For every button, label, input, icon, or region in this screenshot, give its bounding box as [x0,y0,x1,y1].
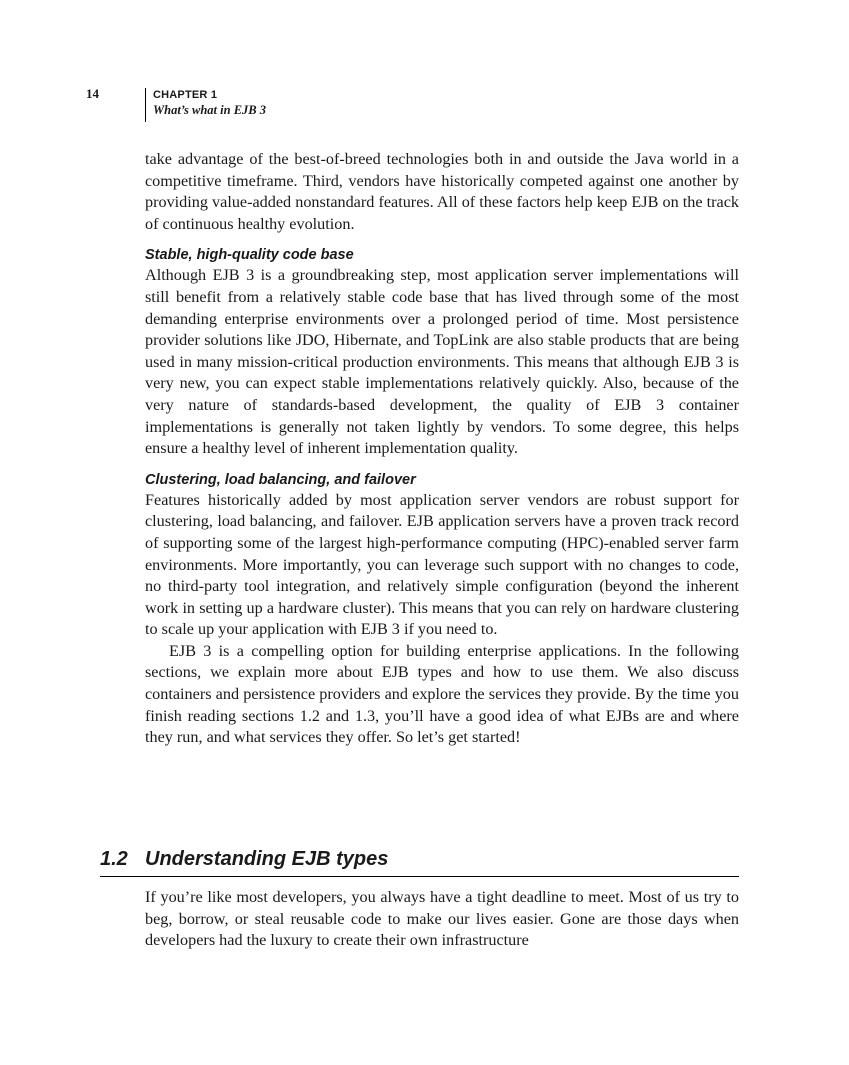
section-body [145,887,739,952]
subsection-heading-clustering: Clustering, load balancing, and failover [145,471,416,488]
section-title: Understanding EJB types [145,848,389,870]
section-paragraph: If you’re like most developers, you always have a tight deadline to meet. Most of us try to beg, borrow, or steal reusable code to make our lives easier. Gone are those days when developers had the luxury to create their own infrastructure [145,888,739,950]
paragraph-stable-code-base: Although EJB 3 is a groundbreaking step, most application server implementations will still benefit from a relatively stable code base that has lived through some of the most demanding enterprise environments over a prolonged period of time. Most persistence provider solutions like JDO, Hibernate, and TopLink are also stable products that are being used in many mission-critical production environments. This means that although EJB 3 is very new, you can expect stable implementations relatively quickly. Also, because of the very nature of standards-based development, the quality of EJB 3 container implementations is generally not taken lightly by vendors. To some degree, this helps ensure a healthy level of inherent implementation quality. [145,266,739,458]
chapter-label: CHAPTER 1 [153,89,218,101]
paragraph-clustering: Features historically added by most application server vendors are robust support for clustering, load balancing, and failover. EJB application servers have a proven track record of supporting some of the largest high-performance computing (HPC)-enabled server farm environments. More importantly, you can leverage such support with no changes to code, no third-party tool integration, and relatively simple configuration (beyond the inherent work in setting up a hardware cluster). This means that you can rely on hardware clustering to scale up your application with EJB 3 if you need to. [145,490,739,639]
intro-paragraph: take advantage of the best-of-breed technologies both in and outside the Java world in a competitive timeframe. Third, vendors have historically competed against one another by providing value-added nonstandard features. All of these factors help keep EJB on the track of continuous healthy evolution. [145,150,739,233]
section-number: 1.2 [100,848,128,870]
running-head [145,88,266,122]
subsection-heading-stable-code-base: Stable, high-quality code base [145,247,354,264]
chapter-title: What’s what in EJB 3 [153,103,267,117]
page-number: 14 [86,86,99,101]
body-text [145,149,739,749]
paragraph-ejb3-compelling-option: EJB 3 is a compelling option for building enterprise applications. In the following sections, we explain more about EJB types and how to use them. We also discuss containers and persistence providers and explore the services they provide. By the time you finish reading sections 1.2 and 1.3, you’ll have a good idea of what EJBs are and where they run, and what services they offer. So let’s get started! [145,641,739,747]
section-heading [100,845,739,877]
